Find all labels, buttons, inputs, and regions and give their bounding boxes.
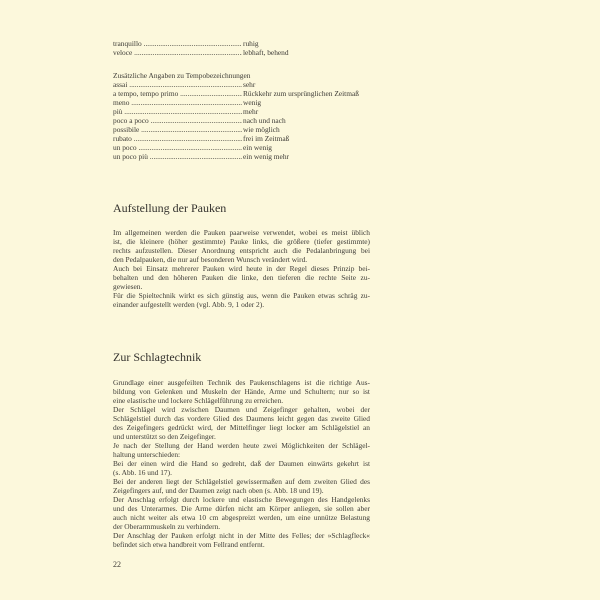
text-line: Der Anschlag erfolgt durch lockere und elastische Bewegungen des Handgelenks <box>113 495 370 504</box>
section-heading: Aufstellung der Pauken <box>113 201 227 215</box>
glossary-meaning: wie möglich <box>243 125 280 134</box>
glossary-term: un poco ..... <box>113 143 242 152</box>
glossary-term: poco a poco ..... <box>113 116 242 125</box>
glossary-term: a tempo, tempo primo ..... <box>113 89 242 98</box>
text-line: behalten und den höheren Pauken die linke, den tieferen die rechte Seite zu- <box>113 273 370 282</box>
text-line: ist, die kleinere (höher gestimmte) Pauke links, die größere (tiefer gestimmte) <box>113 237 370 246</box>
glossary-row <box>113 152 370 161</box>
text-line: Der Anschlag der Pauken erfolgt nicht in der Mitte des Felles; der »Schlagfleck« <box>113 531 370 540</box>
text-line: eine elastische und lockere Schlägelführung zu erreichen. <box>113 396 284 405</box>
glossary-meaning: frei im Zeitmaß <box>243 134 290 143</box>
glossary-row <box>113 80 370 89</box>
glossary-row <box>113 107 370 116</box>
glossary-term: un poco più ..... <box>113 152 242 161</box>
text-line: des Zeigefingers gedrückt wird, der Mittelfinger liegt locker am Schlägelstiel an <box>113 423 370 432</box>
glossary-title: Zusätzliche Angaben zu Tempobezeichnungen <box>113 71 251 80</box>
glossary-row <box>113 125 370 134</box>
glossary-term: possibile ..... <box>113 125 242 134</box>
text-line: Auch bei Einsatz mehrerer Pauken wird heute in der Regel dieses Prinzip bei- <box>113 264 370 273</box>
text-line: Schlägelstiel durch das vordere Glied des Daumens leicht gegen das zweite Glied <box>113 414 370 423</box>
glossary-row <box>113 89 370 98</box>
glossary-row <box>113 116 370 125</box>
text-line: haltung unterschieden: <box>113 450 181 459</box>
text-line: Bei der anderen liegt der Schlägelstiel gewissermaßen auf dem zweiten Glied des <box>113 477 370 486</box>
text-line: Grundlage einer ausgefeilten Technik des Paukenschlagens ist die richtige Aus- <box>113 378 370 387</box>
text-line: Für die Spieltechnik wirkt es sich günstig aus, wenn die Pauken etwas schräg zu- <box>113 291 370 300</box>
top-glossary <box>113 39 370 57</box>
text-line: bildung von Gelenken und Muskeln der Hände, Arme und Schultern; nur so ist <box>113 387 370 396</box>
glossary-meaning: sehr <box>243 80 256 89</box>
glossary-meaning: Rückkehr zum ursprünglichen Zeitmaß <box>243 89 359 98</box>
glossary-term: tranquillo ..... <box>113 39 242 48</box>
text-line: und des Unterarmes. Die Arme dürfen nicht am Körper anliegen, sie sollen aber <box>113 504 370 513</box>
text-line: der Oberarmmuskeln zu verhindern. <box>113 522 221 531</box>
glossary-term: veloce ..... <box>113 48 242 57</box>
glossary-meaning: ruhig <box>243 39 259 48</box>
glossary-row <box>113 98 370 107</box>
glossary-term: meno ..... <box>113 98 242 107</box>
section-paragraph <box>113 378 370 549</box>
tempo-rows <box>113 80 370 161</box>
glossary-term: rubato ..... <box>113 134 242 143</box>
glossary-term: più ..... <box>113 107 242 116</box>
tempo-glossary <box>113 71 370 161</box>
glossary-meaning: lebhaft, behend <box>243 48 289 57</box>
text-line: (s. Abb. 16 und 17). <box>113 468 172 477</box>
text-line: befindet sich etwa handbreit vom Fellrand entfernt. <box>113 540 265 549</box>
text-line: Der Schlägel wird zwischen Daumen und Zeigefinger gehalten, wobei der <box>113 405 370 414</box>
section-paragraph <box>113 228 370 309</box>
glossary-row <box>113 134 370 143</box>
page-number: 22 <box>113 560 121 569</box>
glossary-meaning: ein wenig <box>243 143 272 152</box>
text-line: gewiesen. <box>113 282 143 291</box>
text-line: Zeigefingers auf, und der Daumen zeigt nach oben (s. Abb. 18 und 19). <box>113 486 324 495</box>
text-line: einander aufgestellt werden (vgl. Abb. 9, 1 oder 2). <box>113 300 265 309</box>
glossary-meaning: ein wenig mehr <box>243 152 289 161</box>
glossary-meaning: wenig <box>243 98 262 107</box>
section-heading: Zur Schlagtechnik <box>113 350 202 364</box>
text-line: rechts aufzustellen. Dieser Anordnung entspricht auch die Pedalanbringung bei <box>113 246 370 255</box>
glossary-term: assai ..... <box>113 80 242 89</box>
text-line: den Pedalpauken, die nur auf besonderen Wunsch verändert wird. <box>113 255 308 264</box>
text-line: Je nach der Stellung der Hand werden heute zwei Möglichkeiten der Schlägel- <box>113 441 370 450</box>
glossary-meaning: mehr <box>243 107 259 116</box>
glossary-meaning: nach und nach <box>243 116 286 125</box>
glossary-row <box>113 39 370 48</box>
glossary-row <box>113 48 370 57</box>
text-line: Bei der einen wird die Hand so gedreht, daß der Daumen einwärts gekehrt ist <box>113 459 370 468</box>
glossary-row <box>113 143 370 152</box>
text-line: Im allgemeinen werden die Pauken paarweise verwendet, wobei es meist üblich <box>113 228 370 237</box>
text-line: auch nicht weiter als etwa 10 cm abgespreizt werden, um eine unnütze Belastung <box>113 513 370 522</box>
text-line: und unterstützt so den Zeigefinger. <box>113 432 216 441</box>
